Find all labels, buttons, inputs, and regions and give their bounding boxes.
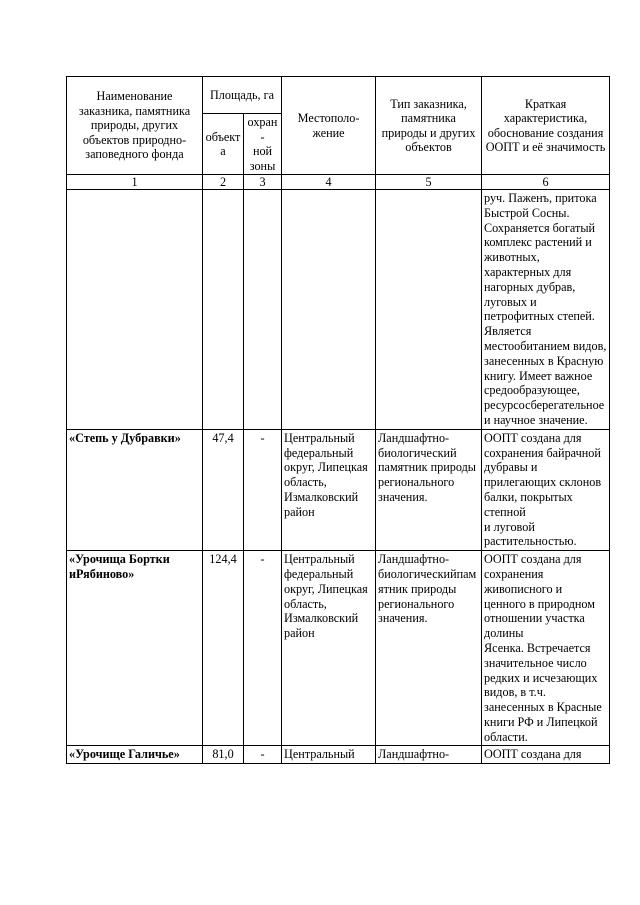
buffer-area: - [244, 429, 282, 550]
table-row-continuation [67, 190, 610, 430]
empty-cell [67, 190, 203, 430]
column-number: 1 [67, 175, 203, 190]
object-area: 124,4 [203, 551, 244, 746]
location-cell: Центральный федеральный округ, Липецкая область, Измалковский район [282, 429, 376, 550]
object-name: «Урочище Галичье» [67, 746, 203, 764]
empty-cell [203, 190, 244, 430]
object-area: 81,0 [203, 746, 244, 764]
header-description: Краткая характеристика, обоснование создания ООПТ и её значимость [482, 77, 610, 175]
location-cell: Центральный федеральный округ, Липецкая область, Измалковский район [282, 551, 376, 746]
table-row [67, 551, 610, 746]
location-cell: Центральный [282, 746, 376, 764]
empty-cell [244, 190, 282, 430]
header-type: Тип заказника, памятника природы и других объектов [376, 77, 482, 175]
type-cell: Ландшафтно- [376, 746, 482, 764]
table-row [67, 429, 610, 550]
object-area: 47,4 [203, 429, 244, 550]
header-name: Наименование заказника, памятника природы, других объектов природно-заповедного фонда [67, 77, 203, 175]
header-area: Площадь, га [203, 77, 282, 114]
type-cell: Ландшафтно-биологический памятник природы регионального значения. [376, 429, 482, 550]
column-number: 6 [482, 175, 610, 190]
description-cell: ООПТ создана для сохранения байрачной дубравы и прилегающих склонов балки, покрытых степной и луговой растительностью. [482, 429, 610, 550]
object-name: «Урочища Бортки иРябиново» [67, 551, 203, 746]
description-cell: ООПТ создана для [482, 746, 610, 764]
header-row [67, 77, 610, 114]
empty-cell [282, 190, 376, 430]
buffer-area: - [244, 746, 282, 764]
table-row [67, 746, 610, 764]
header-area-buffer: охран- ной зоны [244, 114, 282, 175]
description-cell: ООПТ создана для сохранения живописного и ценного в природном отношении участка долины Ясенка. Встречается значительное число редких и исчезающих видов, в т.ч. занесенных в Красные книги РФ и Липецкой области. [482, 551, 610, 746]
protected-areas-table [66, 76, 610, 764]
description-cell: руч. Паженъ, притока Быстрой Сосны. Сохраняется богатый комплекс растений и животных, характерных для нагорных дубрав, луговых и петрофитных степей. Является местообитанием видов, занесенных в Красную книгу. Имеет важное средообразующее, ресурсосберегательное и научное значение. [482, 190, 610, 430]
column-numbers-row [67, 175, 610, 190]
column-number: 5 [376, 175, 482, 190]
column-number: 3 [244, 175, 282, 190]
type-cell: Ландшафтно-биологическийпамятник природы регионального значения. [376, 551, 482, 746]
object-name: «Степь у Дубравки» [67, 429, 203, 550]
empty-cell [376, 190, 482, 430]
column-number: 2 [203, 175, 244, 190]
header-area-object: объект а [203, 114, 244, 175]
header-location: Местополо- жение [282, 77, 376, 175]
column-number: 4 [282, 175, 376, 190]
buffer-area: - [244, 551, 282, 746]
